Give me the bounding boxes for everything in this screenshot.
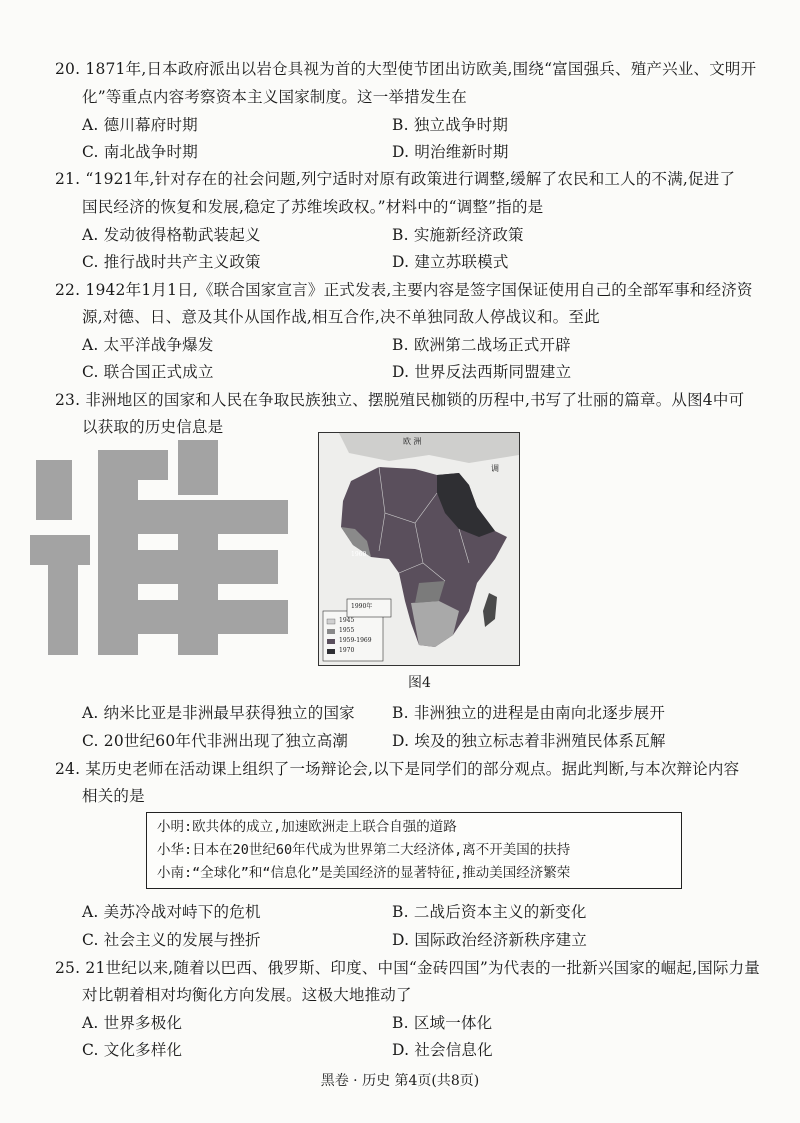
map-legend-2: 1955 bbox=[339, 627, 355, 634]
q24-stem-line1: 24. 某历史老师在活动课上组织了一场辩论会,以下是同学们的部分观点。据此判断,与本次辩论内容 bbox=[55, 760, 740, 778]
page-footer: 黑卷 · 历史 第4页(共8页) bbox=[320, 1073, 480, 1089]
q25-option-b[interactable]: B. 区域一体化 bbox=[392, 1014, 493, 1032]
map-legend-title: 1990年 bbox=[351, 603, 373, 610]
q21-option-b[interactable]: B. 实施新经济政策 bbox=[392, 226, 524, 244]
q24-option-d[interactable]: D. 国际政治经济新秩序建立 bbox=[392, 931, 588, 949]
q21-stem-line2: 国民经济的恢复和发展,稳定了苏维埃政权。”材料中的“调整”指的是 bbox=[82, 198, 544, 216]
q20-option-c[interactable]: C. 南北战争时期 bbox=[82, 143, 198, 161]
map-label-sea: 调 bbox=[491, 464, 499, 473]
q22-option-d[interactable]: D. 世界反法西斯同盟建立 bbox=[392, 363, 572, 381]
map-label-year: 1960 bbox=[351, 551, 367, 558]
q24-stem-line2: 相关的是 bbox=[82, 787, 145, 805]
q21-option-c[interactable]: C. 推行战时共产主义政策 bbox=[82, 253, 261, 271]
map-legend-4: 1970 bbox=[339, 647, 355, 654]
figure-caption: 图4 bbox=[408, 675, 431, 691]
q25-option-a[interactable]: A. 世界多极化 bbox=[82, 1014, 183, 1032]
q20-stem-line2: 化”等重点内容考察资本主义国家制度。这一举措发生在 bbox=[82, 88, 467, 106]
q20-stem-line1: 20. 1871年,日本政府派出以岩仓具视为首的大型使节团出访欧美,围绕“富国强兵、殖产兴业、文明开 bbox=[55, 60, 757, 78]
q24-option-a[interactable]: A. 美苏冷战对峙下的危机 bbox=[82, 903, 261, 921]
q22-option-c[interactable]: C. 联合国正式成立 bbox=[82, 363, 214, 381]
q25-option-c[interactable]: C. 文化多样化 bbox=[82, 1041, 183, 1059]
q20-option-b[interactable]: B. 独立战争时期 bbox=[392, 116, 509, 134]
q25-option-d[interactable]: D. 社会信息化 bbox=[392, 1041, 493, 1059]
q22-option-a[interactable]: A. 太平洋战争爆发 bbox=[82, 336, 214, 354]
watermark-logo bbox=[28, 440, 298, 660]
q23-stem-line1: 23. 非洲地区的国家和人民在争取民族独立、摆脱殖民枷锁的历程中,书写了壮丽的篇章。从图4中可 bbox=[55, 391, 745, 409]
quote-xiaonan: 小南:“全球化”和“信息化”是美国经济的显著特征,推动美国经济繁荣 bbox=[157, 865, 571, 881]
q23-option-c[interactable]: C. 20世纪60年代非洲出现了独立高潮 bbox=[82, 732, 349, 750]
q23-stem-line2: 以获取的历史信息是 bbox=[82, 418, 224, 436]
q23-option-b[interactable]: B. 非洲独立的进程是由南向北逐步展开 bbox=[392, 704, 666, 722]
debate-quotes-box bbox=[146, 812, 682, 889]
q22-stem-line1: 22. 1942年1月1日,《联合国家宣言》正式发表,主要内容是签字国保证使用自己的全部军事和经济资 bbox=[55, 281, 753, 299]
q25-stem-line1: 25. 21世纪以来,随着以巴西、俄罗斯、印度、中国“金砖四国”为代表的一批新兴国家的崛起,国际力量 bbox=[55, 959, 761, 977]
q20-option-d[interactable]: D. 明治维新时期 bbox=[392, 143, 509, 161]
q21-option-a[interactable]: A. 发动彼得格勒武装起义 bbox=[82, 226, 261, 244]
q20-option-a[interactable]: A. 德川幕府时期 bbox=[82, 116, 198, 134]
q23-option-a[interactable]: A. 纳米比亚是非洲最早获得独立的国家 bbox=[82, 704, 355, 722]
q22-option-b[interactable]: B. 欧洲第二战场正式开辟 bbox=[392, 336, 571, 354]
q25-stem-line2: 对比朝着相对均衡化方向发展。这极大地推动了 bbox=[82, 986, 412, 1004]
map-legend-3: 1959-1969 bbox=[339, 637, 372, 644]
map-legend-1: 1945 bbox=[339, 617, 355, 624]
q21-option-d[interactable]: D. 建立苏联模式 bbox=[392, 253, 509, 271]
quote-xiaohua: 小华:日本在20世纪60年代成为世界第二大经济体,离不开美国的扶持 bbox=[157, 842, 571, 858]
q21-stem-line1: 21. “1921年,针对存在的社会问题,列宁适时对原有政策进行调整,缓解了农民和工人的不满,促进了 bbox=[55, 170, 736, 188]
q24-option-b[interactable]: B. 二战后资本主义的新变化 bbox=[392, 903, 587, 921]
q23-option-d[interactable]: D. 埃及的独立标志着非洲殖民体系瓦解 bbox=[392, 732, 666, 750]
quote-xiaoming: 小明:欧共体的成立,加速欧洲走上联合自强的道路 bbox=[157, 819, 457, 835]
africa-independence-map bbox=[318, 432, 520, 666]
q24-option-c[interactable]: C. 社会主义的发展与挫折 bbox=[82, 931, 261, 949]
map-label-europe: 欧 洲 bbox=[403, 437, 422, 446]
q22-stem-line2: 源,对德、日、意及其仆从国作战,相互合作,决不单独同敌人停战议和。至此 bbox=[82, 308, 600, 326]
